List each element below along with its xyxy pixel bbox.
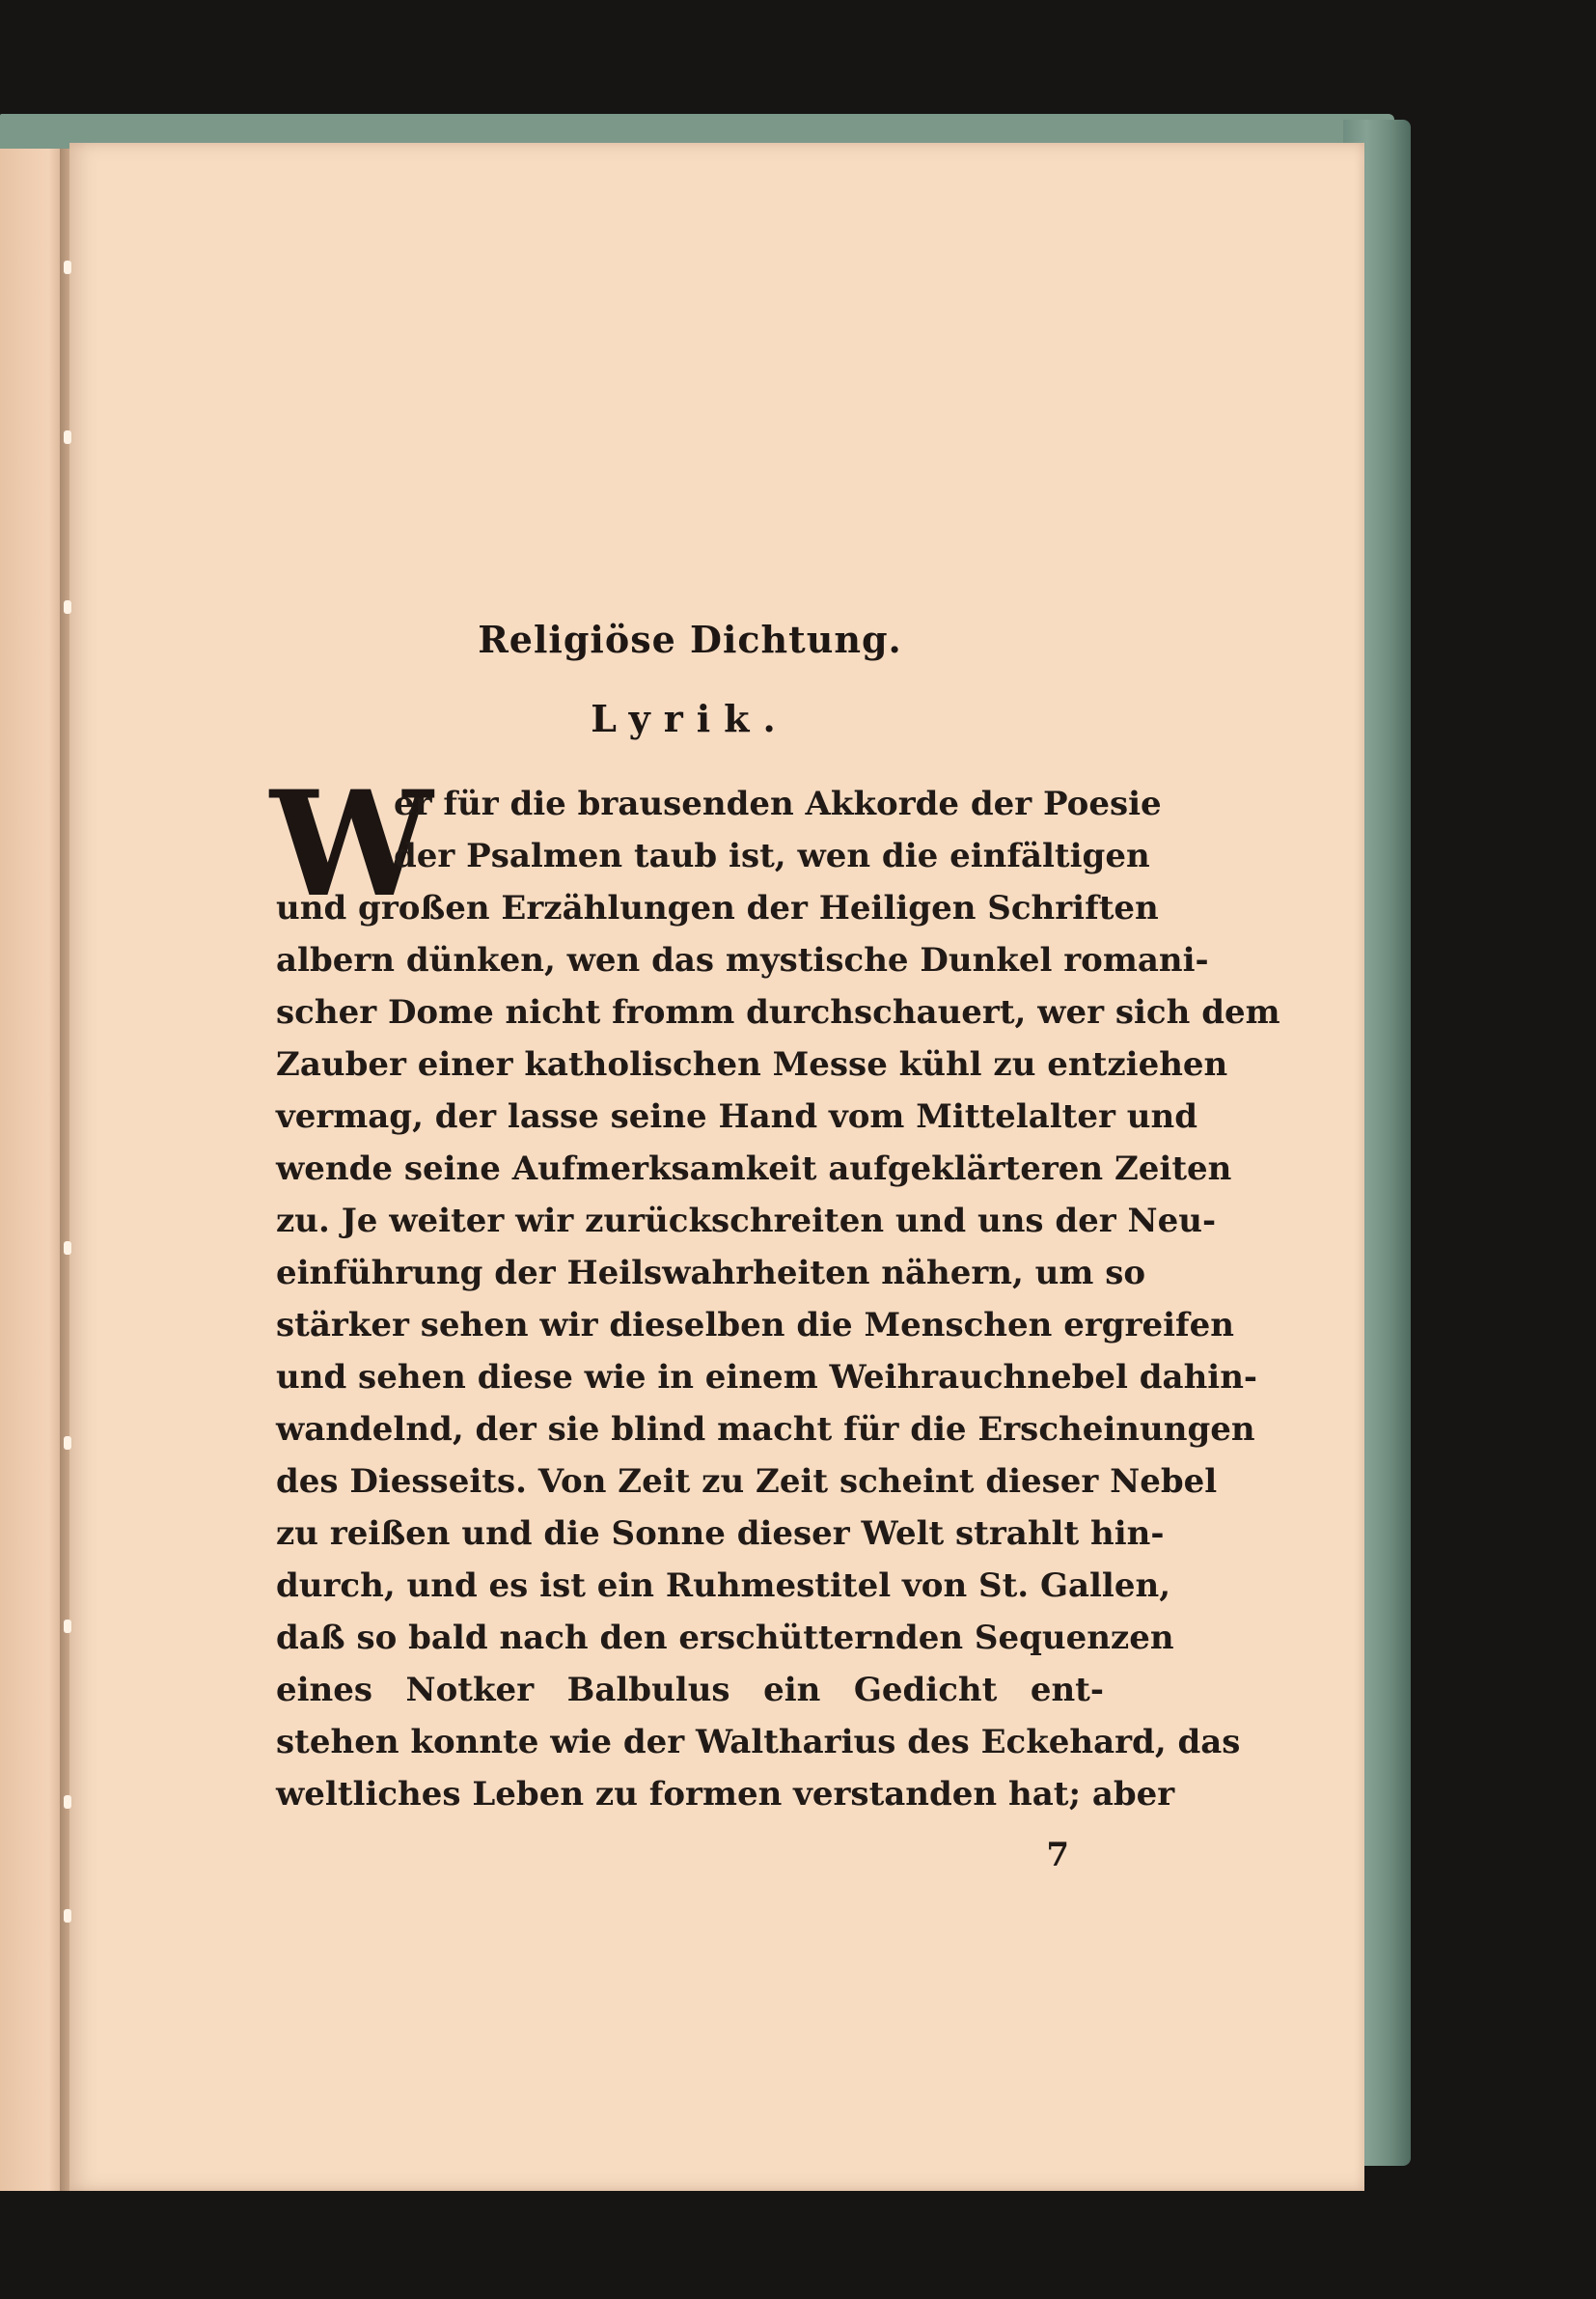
text-line: und großen Erzählungen der Heiligen Schriften <box>276 889 1159 928</box>
text-line: scher Dome nicht fromm durchschauert, wer sich dem <box>276 993 1280 1032</box>
section-subheading: Lyrik. <box>591 697 789 740</box>
text-line: wende seine Aufmerksamkeit aufgeklärteren Zeiten <box>276 1150 1232 1188</box>
binding-stitch <box>64 1241 71 1255</box>
text-line: wandelnd, der sie blind macht für die Erscheinungen <box>276 1410 1255 1449</box>
text-line: des Diesseits. Von Zeit zu Zeit scheint dieser Nebel <box>276 1462 1218 1501</box>
drop-cap: W <box>270 760 433 929</box>
text-line: albern dünken, wen das mystische Dunkel romani- <box>276 941 1209 980</box>
text-line: zu reißen und die Sonne dieser Welt strahlt hin- <box>276 1514 1165 1553</box>
binding-stitch <box>64 1436 71 1450</box>
binding-stitch <box>64 600 71 614</box>
text-line: vermag, der lasse seine Hand vom Mittelalter und <box>276 1097 1197 1136</box>
binding-stitch <box>64 261 71 274</box>
text-line: zu. Je weiter wir zurückschreiten und uns der Neu- <box>276 1202 1217 1240</box>
text-line: einführung der Heilswahrheiten nähern, um so <box>276 1254 1146 1292</box>
section-heading: Religiöse Dichtung. <box>478 618 902 661</box>
binding-stitch <box>64 430 71 444</box>
binding-stitch <box>64 1909 71 1923</box>
text-line: eines Notker Balbulus ein Gedicht ent- <box>276 1671 1104 1709</box>
text-line: daß so bald nach den erschütternden Sequenzen <box>276 1619 1174 1657</box>
text-line: stärker sehen wir dieselben die Menschen ergreifen <box>276 1306 1234 1344</box>
binding-stitch <box>64 1795 71 1809</box>
text-line: durch, und es ist ein Ruhmestitel von St. Gallen, <box>276 1566 1171 1605</box>
text-line: und sehen diese wie in einem Weihrauchnebel dahin- <box>276 1358 1258 1397</box>
page-number: 7 <box>1046 1836 1069 1874</box>
text-line: weltliches Leben zu formen verstanden hat; aber <box>276 1775 1175 1814</box>
text-line: stehen konnte wie der Waltharius des Eckehard, das <box>276 1723 1241 1761</box>
text-line: Zauber einer katholischen Messe kühl zu entziehen <box>276 1045 1228 1084</box>
binding-stitch <box>64 1620 71 1633</box>
text-line: er für die brausenden Akkorde der Poesie <box>394 785 1162 823</box>
text-line: der Psalmen taub ist, wen die einfältigen <box>394 837 1150 875</box>
